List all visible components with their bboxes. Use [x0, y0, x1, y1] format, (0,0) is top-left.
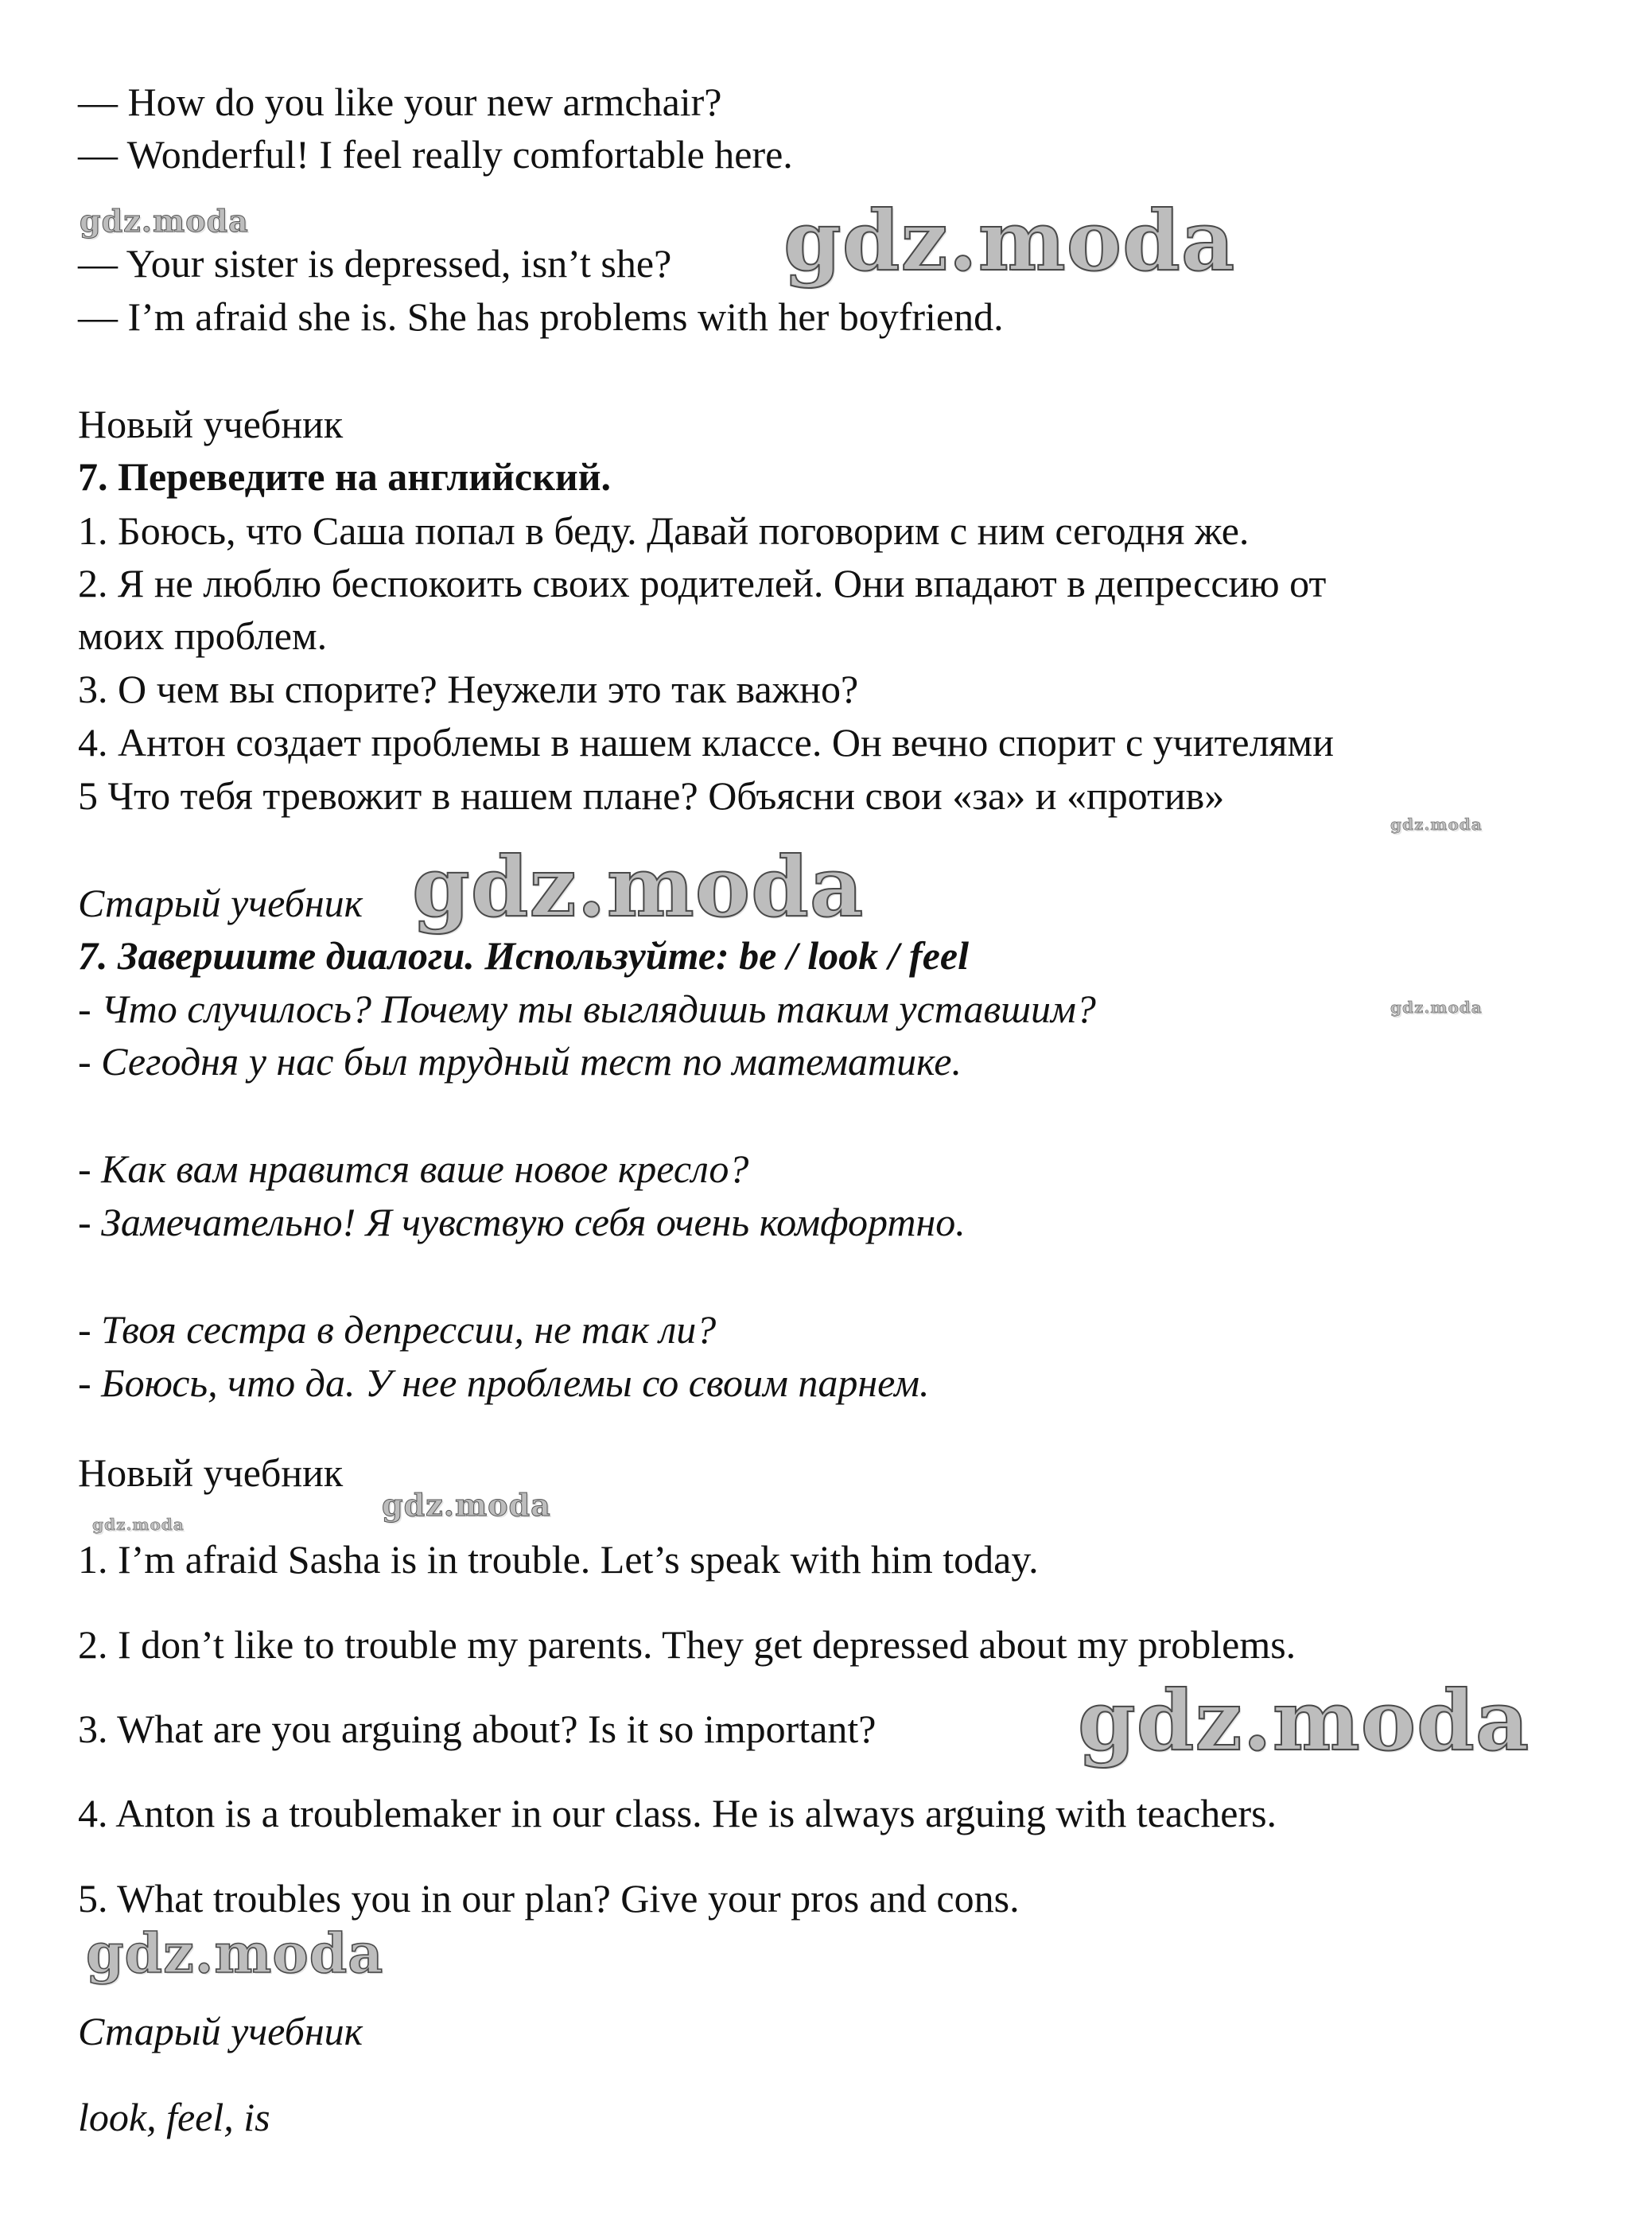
- dialogue-line: - Как вам нравится ваше новое кресло?: [78, 1146, 749, 1191]
- dialogue-line: — Wonderful! I feel really comfortable here.: [78, 132, 793, 177]
- task-line: моих проблем.: [78, 613, 328, 658]
- answer-line: 2. I don’t like to trouble my parents. They get depressed about my problems.: [78, 1622, 1296, 1667]
- task-line: 2. Я не люблю беспокоить своих родителей. Они впадают в депрессию от: [78, 561, 1327, 605]
- task-line: 1. Боюсь, что Саша попал в беду. Давай поговорим с ним сегодня же.: [78, 508, 1250, 553]
- answer-line: look, feel, is: [78, 2095, 270, 2139]
- dialogue-line: — I’m afraid she is. She has problems with her boyfriend.: [78, 294, 1004, 339]
- section-label-new-textbook: Новый учебник: [78, 402, 344, 446]
- dialogue-line: - Замечательно! Я чувствую себя очень комфортно.: [78, 1200, 966, 1244]
- answer-line: 4. Anton is a troublemaker in our class. He is always arguing with teachers.: [78, 1791, 1277, 1835]
- watermark-logo: gdz.moda: [412, 838, 865, 936]
- task-title-complete-dialogues: 7. Завершите диалоги. Используйте: be / look / feel: [78, 933, 969, 978]
- watermark-logo: gdz.moda: [80, 203, 249, 239]
- watermark-logo: gdz.moda: [1390, 998, 1483, 1017]
- dialogue-line: - Сегодня у нас был трудный тест по математике.: [78, 1039, 962, 1084]
- watermark-logo: gdz.moda: [1078, 1672, 1530, 1769]
- answer-line: 1. I’m afraid Sasha is in trouble. Let’s speak with him today.: [78, 1537, 1039, 1582]
- section-label-old-textbook: Старый учебник: [78, 2009, 363, 2053]
- task-title-translate: 7. Переведите на английский.: [78, 454, 612, 499]
- dialogue-line: - Твоя сестра в депрессии, не так ли?: [78, 1307, 717, 1352]
- watermark-logo: gdz.moda: [1390, 815, 1483, 834]
- answer-line: 5. What troubles you in our plan? Give your pros and cons.: [78, 1876, 1020, 1921]
- section-label-old-textbook: Старый учебник: [78, 881, 363, 925]
- watermark-logo: gdz.moda: [783, 192, 1236, 290]
- section-label-new-textbook: Новый учебник: [78, 1450, 344, 1495]
- dialogue-line: — How do you like your new armchair?: [78, 80, 722, 124]
- watermark-logo: gdz.moda: [382, 1487, 551, 1523]
- watermark-logo: gdz.moda: [92, 1515, 185, 1534]
- task-line: 5 Что тебя тревожит в нашем плане? Объясни свои «за» и «против»: [78, 773, 1225, 818]
- dialogue-line: - Боюсь, что да. У нее проблемы со своим парнем.: [78, 1360, 930, 1405]
- task-line: 3. О чем вы спорите? Неужели это так важно?: [78, 667, 859, 711]
- dialogue-line: — Your sister is depressed, isn’t she?: [78, 241, 672, 286]
- watermark-logo: gdz.moda: [86, 1922, 384, 1986]
- task-line: 4. Антон создает проблемы в нашем классе. Он вечно спорит с учителями: [78, 720, 1334, 765]
- answer-line: 3. What are you arguing about? Is it so important?: [78, 1707, 877, 1751]
- dialogue-line: - Что случилось? Почему ты выглядишь таким уставшим?: [78, 987, 1096, 1031]
